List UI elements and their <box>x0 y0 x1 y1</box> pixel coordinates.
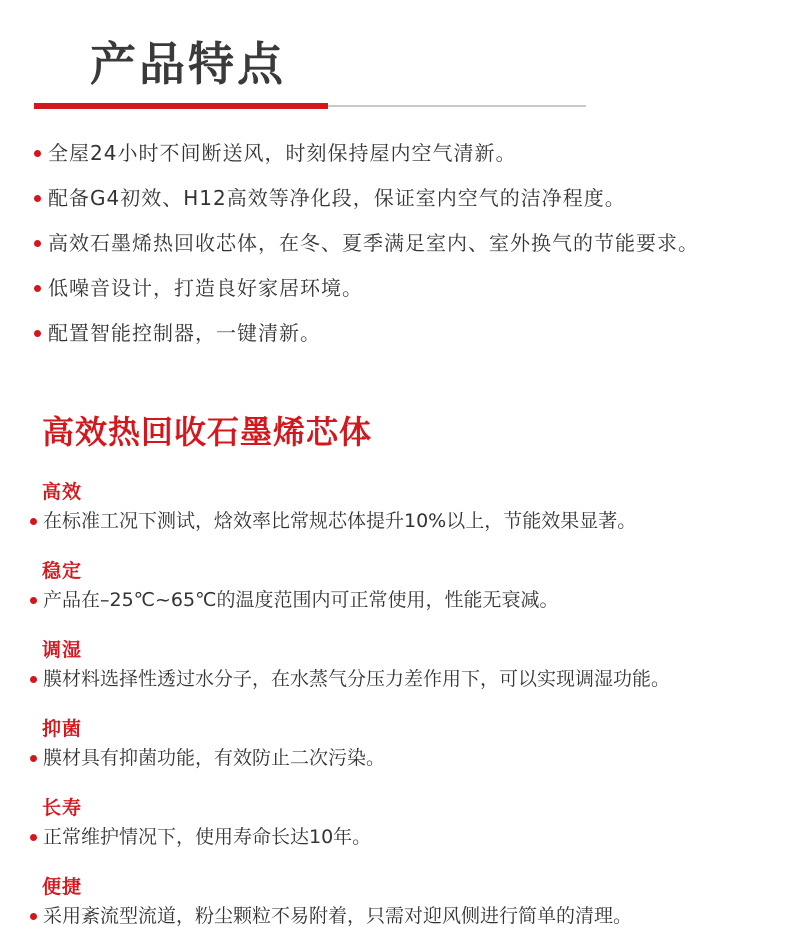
benefit-title: 高效 <box>42 481 83 503</box>
benefit-title: 便捷 <box>42 876 83 898</box>
title-underline-accent <box>34 103 328 109</box>
benefit-desc-text: 膜材具有抑菌功能，有效防止二次污染。 <box>43 747 386 769</box>
benefit-desc-text: 在标准工况下测试，焓效率比常规芯体提升10%以上，节能效果显著。 <box>43 510 637 532</box>
benefit-desc <box>30 746 790 770</box>
bullet-dot-icon <box>30 834 37 841</box>
benefit-item <box>30 557 790 636</box>
bullet-dot-icon <box>34 240 41 247</box>
feature-text: 低噪音设计，打造良好家居环境。 <box>48 276 363 300</box>
feature-text: 全屋24小时不间断送风，时刻保持屋内空气清新。 <box>48 141 517 165</box>
benefit-title: 抑菌 <box>42 718 83 740</box>
bullet-dot-icon <box>34 285 41 292</box>
bullet-dot-icon <box>34 330 41 337</box>
benefit-desc <box>30 667 790 691</box>
feature-item <box>34 231 699 255</box>
bullet-dot-icon <box>30 913 37 920</box>
feature-item <box>34 141 699 165</box>
benefit-desc-text: 采用紊流型流道，粉尘颗粒不易附着，只需对迎风侧进行简单的清理。 <box>43 905 633 927</box>
feature-item <box>34 321 699 345</box>
graphene-core-title: 高效热回收石墨烯芯体 <box>42 413 373 451</box>
benefit-item <box>30 794 790 873</box>
product-features-title: 产品特点 <box>90 37 286 91</box>
feature-item <box>34 186 699 210</box>
benefit-title: 长寿 <box>42 797 83 819</box>
feature-text: 配置智能控制器，一键清新。 <box>48 321 321 345</box>
benefit-item <box>30 873 790 952</box>
benefit-item <box>30 715 790 794</box>
feature-text: 配备G4初效、H12高效等净化段，保证室内空气的洁净程度。 <box>48 186 626 210</box>
benefit-desc <box>30 904 790 928</box>
benefit-desc <box>30 825 790 849</box>
benefit-list <box>30 478 790 952</box>
benefit-desc-text: 正常维护情况下，使用寿命长达10年。 <box>43 826 372 848</box>
benefit-title: 调湿 <box>42 639 83 661</box>
benefit-item <box>30 636 790 715</box>
bullet-dot-icon <box>30 676 37 683</box>
bullet-dot-icon <box>34 150 41 157</box>
feature-item <box>34 276 699 300</box>
benefit-item <box>30 478 790 557</box>
benefit-desc-text: 产品在–25℃~65℃的温度范围内可正常使用，性能无衰减。 <box>43 589 559 611</box>
feature-text: 高效石墨烯热回收芯体，在冬、夏季满足室内、室外换气的节能要求。 <box>48 231 699 255</box>
benefit-desc-text: 膜材料选择性透过水分子，在水蒸气分压力差作用下，可以实现调湿功能。 <box>43 668 671 690</box>
bullet-dot-icon <box>34 195 41 202</box>
feature-list <box>34 141 699 366</box>
benefit-title: 稳定 <box>42 560 83 582</box>
bullet-dot-icon <box>30 755 37 762</box>
benefit-desc <box>30 588 790 612</box>
bullet-dot-icon <box>30 518 37 525</box>
bullet-dot-icon <box>30 597 37 604</box>
benefit-desc <box>30 509 790 533</box>
